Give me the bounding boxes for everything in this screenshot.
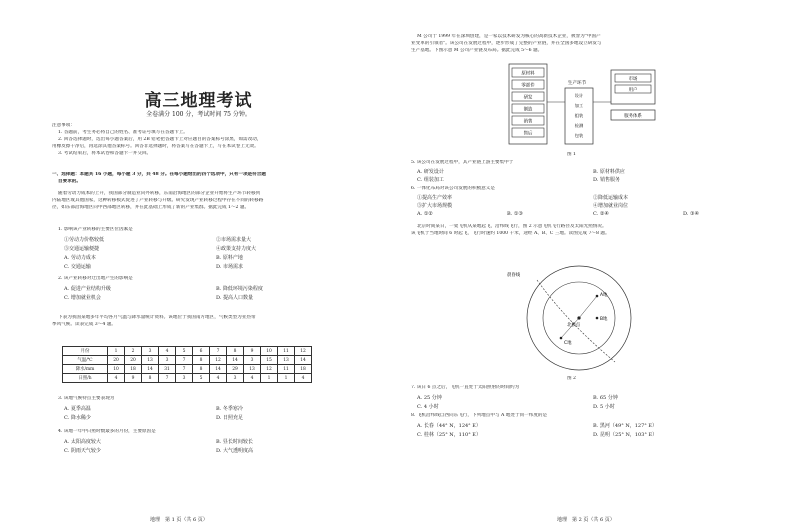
table-cell: 14	[142, 365, 159, 374]
table-cell: 20	[125, 356, 142, 365]
table-cell: 11	[278, 365, 295, 374]
table-cell: 5	[193, 374, 210, 383]
table-cell: 14	[210, 365, 227, 374]
notes-item-3: 用橡皮擦干净后，再选涂其他答案标号。回答非选择题时，将答案写在答题卡上，写在本试卷上无效。	[52, 144, 259, 149]
q8-option-d[interactable]: D. 昆明（25° N，103° E）	[593, 432, 658, 438]
q6-stem: 6. 一体化布局对该公司发展的积极意义是	[411, 186, 495, 191]
section1-heading-2: 目要求的。	[58, 179, 81, 184]
q4-option-a[interactable]: A. 太阳高度较大	[64, 439, 101, 445]
table-row	[63, 374, 312, 383]
table-cell: 9	[125, 374, 142, 383]
table-header-cell: 8	[227, 347, 244, 356]
table-cell: 14	[295, 356, 312, 365]
figure1-diagram	[507, 62, 687, 148]
table-cell: 13	[278, 356, 295, 365]
table-header-cell: 月份	[63, 347, 108, 356]
fig1-mid-item: 包装	[574, 133, 584, 138]
q6-option-c[interactable]: C. ②④	[593, 211, 609, 217]
q2-option-a[interactable]: A. 促进产业结构升级	[64, 286, 111, 292]
fig1-right-item: 用户	[628, 88, 638, 93]
table-header-row	[63, 347, 312, 356]
passage2-line-1: 下表为我国某地多年平均各月气温与降水量统计资料。该地位于我国南方地区，气候类型为亚热带	[58, 315, 256, 320]
table-header-cell: 6	[193, 347, 210, 356]
q1-extra-1[interactable]: ①劳动力价格较低	[64, 237, 105, 243]
q1-option-c[interactable]: C. 交通运输	[64, 264, 91, 270]
intro-line-3: 生产基地。下图示意 M 公司产业链及布局。据此完成 5～6 题。	[411, 48, 543, 53]
q6-option-a[interactable]: A. ①②	[417, 211, 433, 217]
fig1-left-item: 售后	[523, 131, 533, 137]
exam-title: 高三地理考试	[144, 91, 253, 111]
q6-item-1: ①提高生产效率	[417, 195, 453, 201]
table-header-cell: 4	[159, 347, 176, 356]
q1-extra-4[interactable]: ④政策支持力度大	[216, 246, 257, 252]
figure2-caption: 图 2	[567, 376, 576, 381]
table-header-cell: 2	[125, 347, 142, 356]
table-cell: 日照/h	[63, 374, 108, 383]
table-cell: 7	[176, 365, 193, 374]
q1-extra-3[interactable]: ③交通运输便捷	[64, 246, 100, 252]
notes-item-4: 3. 考试结束后，将本试卷和答题卡一并交回。	[58, 151, 152, 156]
q2-option-c[interactable]: C. 增加就业机会	[64, 295, 101, 301]
table-cell: 1	[278, 374, 295, 383]
table-cell: 18	[125, 365, 142, 374]
page-footer-left: 地理 第 1 页（共 6 页）	[150, 517, 208, 523]
table-cell: 8	[142, 374, 159, 383]
table-cell: 13	[142, 356, 159, 365]
fig2-label-b: B地	[600, 317, 608, 322]
table-cell: 4	[295, 374, 312, 383]
table-cell: 10	[108, 365, 125, 374]
figure1-caption: 图 1	[567, 152, 576, 157]
table-cell: 1	[261, 374, 278, 383]
q3-option-b[interactable]: B. 冬季寒冷	[216, 406, 243, 412]
fig1-left-item: 零部件	[521, 83, 535, 89]
table-cell: 8	[193, 356, 210, 365]
q1-option-b[interactable]: B. 原料产地	[216, 255, 243, 261]
table-cell: 4	[108, 374, 125, 383]
q5-option-d[interactable]: D. 销售服务	[593, 177, 621, 183]
q5-option-a[interactable]: A. 研发设计	[417, 169, 444, 175]
table-cell: 4	[210, 374, 227, 383]
q1-extra-2[interactable]: ②市场需求量大	[216, 237, 252, 243]
table-cell: 14	[227, 356, 244, 365]
table-cell: 12	[261, 365, 278, 374]
table-cell: 20	[108, 356, 125, 365]
table-header-cell: 5	[176, 347, 193, 356]
page-footer-right: 地理 第 2 页（共 6 页）	[557, 517, 615, 523]
q8-option-b[interactable]: B. 黑河（49° N，127° E）	[593, 423, 657, 429]
table-header-cell: 1	[108, 347, 125, 356]
q7-option-c[interactable]: C. 4 小时	[417, 404, 439, 410]
q5-stem: 5. 该公司在发展过程中，其产业链上游主要集中于	[411, 160, 514, 165]
table-cell: 降水/mm	[63, 365, 108, 374]
q3-stem: 3. 该地气候特点主要表现为	[58, 396, 115, 401]
table-row	[63, 356, 312, 365]
passage-line-3: 径，如东部沿海地区向中西部地区转移，并在此基础上形成了新的产业集群。据此完成 1～2 题。	[52, 205, 250, 210]
notes-item-1: 1. 答题前，考生务必将自己的姓名、准考证号填写在答题卡上。	[58, 130, 188, 135]
table-header-cell: 12	[295, 347, 312, 356]
exam-subtitle: 全卷满分 100 分，考试时间 75 分钟。	[146, 111, 251, 118]
fig1-left-item: 研发	[523, 95, 533, 101]
fig1-mid-item: 设计	[574, 93, 584, 98]
notes-item-2: 2. 回答选择题时，选出每小题答案后，用 2B 铅笔把答题卡上对应题目的答案标号涂黑，如需改动，	[58, 137, 262, 142]
q3-option-d[interactable]: D. 日照充足	[216, 415, 244, 421]
right-page	[397, 0, 794, 532]
fig1-left-item: 原材料	[521, 71, 535, 77]
table-header-cell: 10	[261, 347, 278, 356]
table-cell: 3	[244, 356, 261, 365]
q8-stem: 8. 飞机沿纬线自西向东飞行，下列地点中与 A 地处于同一纬度的是	[411, 413, 548, 418]
intro-line-2: 业变革的引领者"。该公司在发展过程中，逐步形成了完整的产业链，并在全国多地设立研发与	[411, 41, 602, 46]
table-cell: 3	[176, 374, 193, 383]
fig1-left-item: 制造	[523, 107, 533, 113]
fig1-mid-item: 检测	[574, 123, 584, 128]
q1-stem: 1. 影响该产业转移的主要区位因素是	[58, 227, 133, 232]
passage2-line-2: 季风气候。读表完成 3～4 题。	[52, 322, 116, 327]
table-cell: 12	[210, 356, 227, 365]
table-header-cell: 9	[244, 347, 261, 356]
table-cell: 7	[159, 374, 176, 383]
table-header-cell: 7	[210, 347, 227, 356]
passage-line-2: 内陆地区或其他国家，这种转移模式促进了产业转移与升级。研究发现产业转移过程中存在不同的转移路	[52, 198, 264, 203]
table-cell: 气温/℃	[63, 356, 108, 365]
fig2-label-a: A地	[600, 293, 608, 298]
q1-option-d[interactable]: D. 市场需求	[216, 264, 244, 270]
intro-line-1: M 公司于 1999 年在深圳创建，是一家以技术研发为核心的高新技术企业，被誉为"中国产	[417, 34, 601, 39]
passage3-line-2: 该飞机于当地时间 6 时起飞，飞行时速约 1000 千米，途经 A、B、C 三地。读图完成 7～8 题。	[411, 231, 610, 236]
table-cell: 8	[193, 365, 210, 374]
fig2-label-terminator: 晨昏线	[507, 273, 521, 278]
fig1-mid-item: 组装	[574, 113, 584, 118]
q4-option-b[interactable]: B. 昼长时间较长	[216, 439, 253, 445]
table-cell: 4	[244, 374, 261, 383]
table-header-cell: 11	[278, 347, 295, 356]
q7-option-d[interactable]: D. 5 小时	[593, 404, 615, 410]
table-cell: 3	[159, 356, 176, 365]
q4-option-d[interactable]: D. 大气透明度高	[216, 448, 254, 454]
fig1-left-item: 销售	[523, 119, 533, 125]
q2-option-d[interactable]: D. 提高人口数量	[216, 295, 254, 301]
q6-option-d[interactable]: D. ③④	[683, 211, 699, 217]
table-cell: 3	[227, 374, 244, 383]
table-cell: 18	[295, 365, 312, 374]
q1-option-a[interactable]: A. 劳动力成本	[64, 255, 96, 261]
fig1-mid-label: 生产环节	[567, 81, 587, 86]
fig1-right-item: 市场	[628, 77, 638, 82]
fig2-label-c: C地	[564, 341, 572, 346]
q7-option-b[interactable]: B. 65 分钟	[593, 395, 618, 401]
q4-stem: 4. 该地一年中日照时数最多的月份，主要原因是	[58, 429, 156, 434]
section1-heading: 一、选择题：本题共 16 小题，每小题 3 分，共 48 分。在每小题给出的四个选项中，只有一项是符合题	[52, 172, 266, 177]
q4-option-c[interactable]: C. 阴雨天气较少	[64, 448, 101, 454]
passage3-line-1: 北京时间某日，一架飞机从某地起飞，沿纬线飞行，图 2 示意飞机飞行路径及太阳光照情况。	[417, 224, 607, 229]
q3-option-c[interactable]: C. 降水稀少	[64, 415, 91, 421]
q6-option-b[interactable]: B. ①③	[507, 211, 523, 217]
table-cell: 15	[261, 356, 278, 365]
table-cell: 7	[176, 356, 193, 365]
q2-stem: 2. 该产业转移对迁出地产生的影响是	[58, 276, 133, 281]
q7-option-a[interactable]: A. 25 分钟	[417, 395, 442, 401]
fig1-mid-item: 加工	[574, 103, 584, 108]
q3-option-a[interactable]: A. 夏季高温	[64, 406, 91, 412]
fig2-label-pole: 北极点	[567, 323, 581, 328]
table-cell: 29	[227, 365, 244, 374]
q5-option-b[interactable]: B. 原材料供应	[593, 169, 625, 175]
passage-line-1: 随着劳动力成本的上升，我国部分制造业向外转移，东南沿海地区的部分企业开始将生产环节转移到	[58, 191, 261, 196]
q6-item-3: ③扩大市场规模	[417, 203, 453, 209]
q6-item-4: ④增加就业岗位	[593, 203, 629, 209]
table-row	[63, 365, 312, 374]
table-cell: 13	[244, 365, 261, 374]
q5-option-c[interactable]: C. 组装加工	[417, 177, 444, 183]
q6-item-2: ②降低运输成本	[593, 195, 629, 201]
climate-table	[62, 346, 312, 383]
q8-option-c[interactable]: C. 桂林（25° N，110° E）	[417, 432, 481, 438]
q2-option-b[interactable]: B. 降低环境污染程度	[216, 286, 263, 292]
q8-option-a[interactable]: A. 长春（44° N，124° E）	[417, 423, 481, 429]
q7-stem: 7. 该日 6 点之后，飞机一直处于太阳照射的时间约为	[411, 385, 520, 390]
notes-heading: 注意事项：	[52, 123, 75, 128]
table-cell: 31	[159, 365, 176, 374]
fig1-right-item: 服务体系	[624, 114, 642, 119]
figure2-diagram	[497, 262, 657, 374]
table-header-cell: 3	[142, 347, 159, 356]
